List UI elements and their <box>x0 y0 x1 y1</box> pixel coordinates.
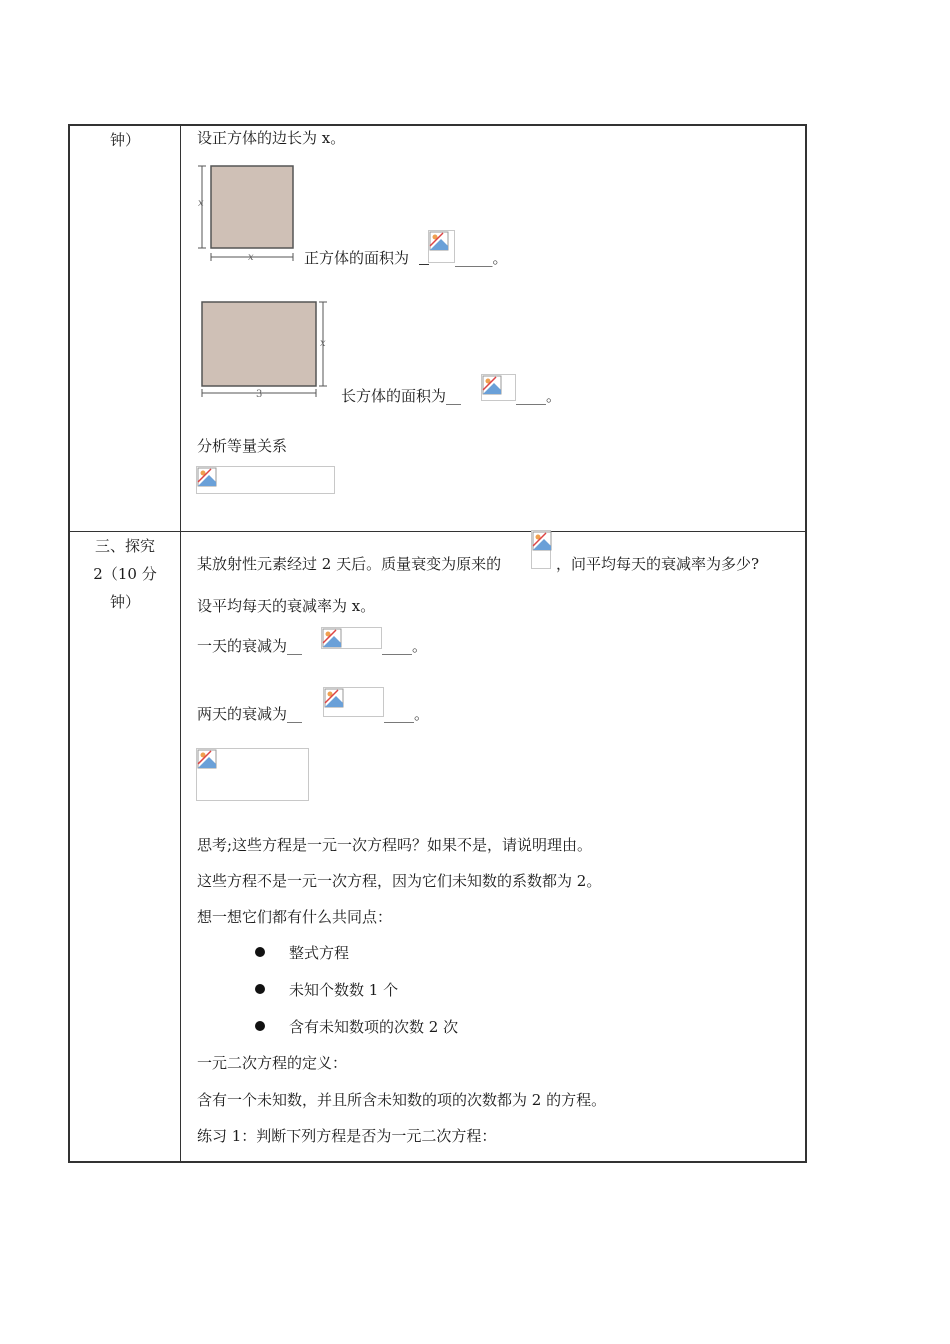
common-text: 想一想它们都有什么共同点： <box>197 908 393 926</box>
intro-text: 设正方体的边长为 x。 <box>197 129 346 147</box>
equation-image <box>196 748 309 801</box>
two-day-blank-after: ____。 <box>384 705 430 723</box>
two-day-image <box>323 687 384 717</box>
bullet-dot <box>255 984 265 994</box>
rect-figure <box>196 298 336 402</box>
problem-fraction-image <box>531 530 551 569</box>
square-left-label: x <box>198 198 204 209</box>
rect-right-label: x <box>320 338 326 349</box>
answer-text: 这些方程不是一元一次方程，因为它们未知数的系数都为 2。 <box>197 872 602 890</box>
problem-text-before: 某放射性元素经过 2 天后。质量衰变为原来的 <box>197 555 502 573</box>
rect-area-image <box>481 374 516 401</box>
lesson-table <box>68 124 807 1163</box>
bullet-dot <box>255 1021 265 1031</box>
two-day-label: 两天的衰减为__ <box>197 705 303 723</box>
square-area-image <box>428 230 455 263</box>
row1-left-cell <box>70 126 181 532</box>
bullet-item-2: 未知个数数 1 个 <box>289 981 399 999</box>
definition-title: 一元二次方程的定义： <box>197 1054 348 1072</box>
broken-image-icon <box>197 467 217 487</box>
broken-image-icon <box>197 749 217 769</box>
think-text: 思考;这些方程是一元一次方程吗？如果不是，请说明理由。 <box>197 836 593 854</box>
one-day-label: 一天的衰减为__ <box>197 637 303 655</box>
analysis-image <box>196 466 335 494</box>
rect-blank-after: ____。 <box>516 387 562 405</box>
bullet-item-1: 整式方程 <box>289 944 350 962</box>
square-area-label: 正方体的面积为 <box>304 249 410 267</box>
square-bottom-label: x <box>248 252 254 263</box>
rect-area-label: 长方体的面积为__ <box>341 387 462 405</box>
row1-left-label: 钟） <box>109 131 140 149</box>
exercise-text: 练习 1：判断下列方程是否为一元二次方程： <box>197 1127 497 1145</box>
broken-image-icon <box>482 375 502 395</box>
bullet-dot <box>255 947 265 957</box>
broken-image-icon <box>324 688 344 708</box>
square-blank-after: _____。 <box>455 249 508 267</box>
broken-image-icon <box>532 531 552 551</box>
broken-image-icon <box>429 231 449 251</box>
broken-image-icon <box>322 628 342 648</box>
row2-left-cell <box>70 532 181 1162</box>
row2-left-label-3: 钟） <box>109 593 140 611</box>
definition-text: 含有一个未知数，并且所含未知数的项的次数都为 2 的方程。 <box>197 1091 607 1109</box>
one-day-blank-after: ____。 <box>382 637 428 655</box>
setup-text: 设平均每天的衰减率为 x。 <box>197 597 376 615</box>
bullet-item-3: 含有未知数项的次数 2 次 <box>289 1018 459 1036</box>
one-day-image <box>321 627 382 649</box>
analysis-text: 分析等量关系 <box>197 437 288 455</box>
rect-bottom-label: 3 <box>256 389 263 400</box>
row2-left-label-1: 三、探究 <box>94 537 155 555</box>
problem-text-after: ，问平均每天的衰减率为多少? <box>556 555 760 573</box>
row2-left-label-2: 2（10 分 <box>93 565 157 583</box>
square-figure <box>196 162 306 268</box>
